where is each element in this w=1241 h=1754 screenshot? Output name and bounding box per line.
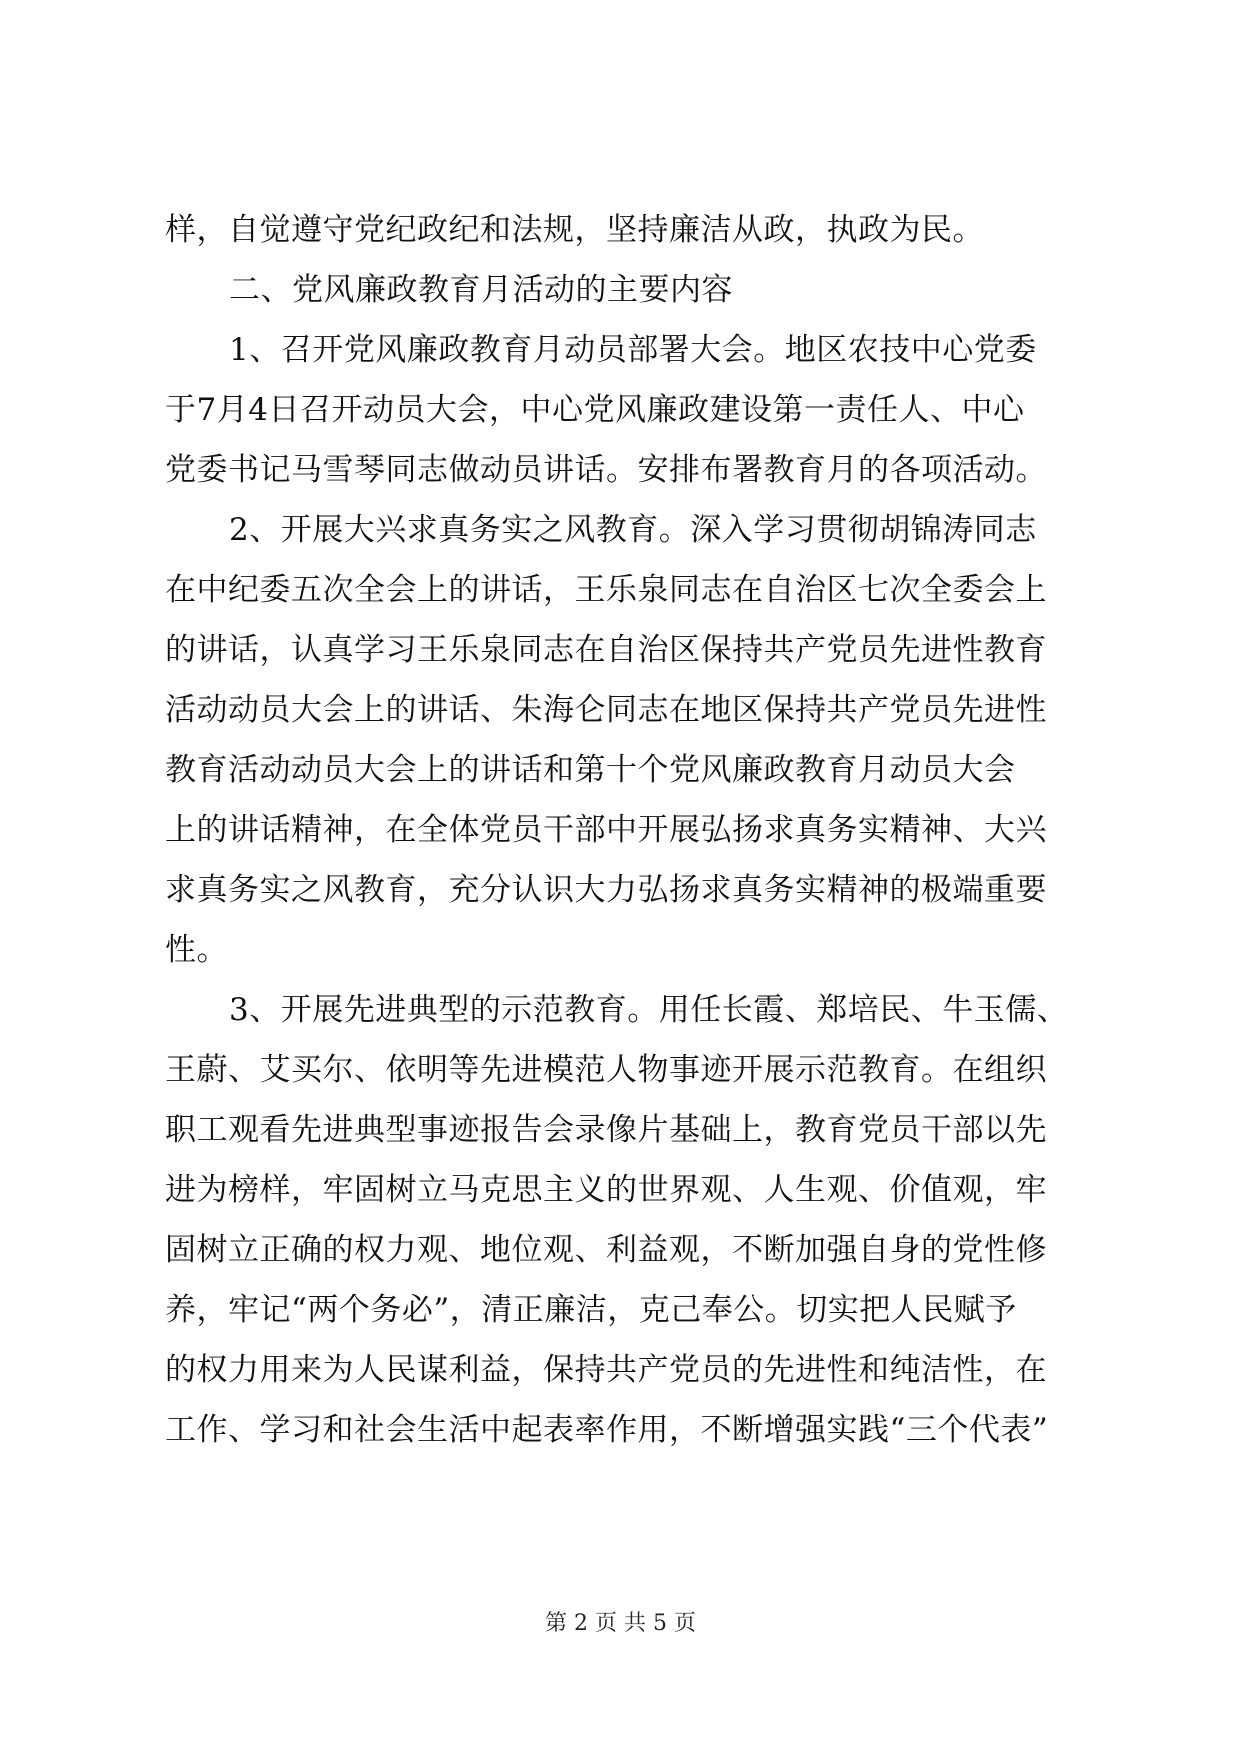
- text-line: 的讲话，认真学习王乐泉同志在自治区保持共产党员先进性教育: [165, 632, 1047, 668]
- text-line: 工作、学习和社会生活中起表率作用，不断增强实践“三个代表”: [165, 1412, 1049, 1448]
- text-line: 求真务实之风教育，充分认识大力弘扬求真务实精神的极端重要: [165, 872, 1047, 908]
- text-line: 于7月4日召开动员大会，中心党风廉政建设第一责任人、中心: [165, 392, 1025, 428]
- text-line: 上的讲话精神，在全体党员干部中开展弘扬求真务实精神、大兴: [165, 812, 1047, 848]
- text-line: 在中纪委五次全会上的讲话，王乐泉同志在自治区七次全委会上: [165, 572, 1047, 608]
- text-line: 活动动员大会上的讲话、朱海仑同志在地区保持共产党员先进性: [165, 692, 1047, 728]
- text-line: 王蔚、艾买尔、依明等先进模范人物事迹开展示范教育。在组织: [165, 1052, 1047, 1088]
- page-number-footer: 第 2 页 共 5 页: [545, 1611, 696, 1636]
- text-line: 教育活动动员大会上的讲话和第十个党风廉政教育月动员大会: [165, 752, 1016, 788]
- section-heading: 二、党风廉政教育月活动的主要内容: [229, 272, 733, 308]
- text-line: 固树立正确的权力观、地位观、利益观，不断加强自身的党性修: [165, 1232, 1047, 1268]
- text-line: 养，牢记“两个务必”，清正廉洁，克己奉公。切实把人民赋予: [165, 1292, 1017, 1328]
- text-line: 2、开展大兴求真务实之风教育。深入学习贯彻胡锦涛同志: [229, 512, 1037, 548]
- text-line: 的权力用来为人民谋利益，保持共产党员的先进性和纯洁性，在: [165, 1352, 1047, 1388]
- text-line: 进为榜样，牢固树立马克思主义的世界观、人生观、价值观，牢: [165, 1172, 1047, 1208]
- text-line: 党委书记马雪琴同志做动员讲话。安排布署教育月的各项活动。: [165, 452, 1047, 488]
- text-line: 职工观看先进典型事迹报告会录像片基础上，教育党员干部以先: [165, 1112, 1047, 1148]
- text-line: 1、召开党风廉政教育月动员部署大会。地区农技中心党委: [229, 332, 1037, 368]
- text-line: 3、开展先进典型的示范教育。用任长霞、郑培民、牛玉儒、: [229, 992, 1069, 1028]
- text-line: 性。: [165, 932, 228, 968]
- text-line: 样，自觉遵守党纪政纪和法规，坚持廉洁从政，执政为民。: [165, 212, 984, 248]
- document-body: [165, 200, 1085, 1460]
